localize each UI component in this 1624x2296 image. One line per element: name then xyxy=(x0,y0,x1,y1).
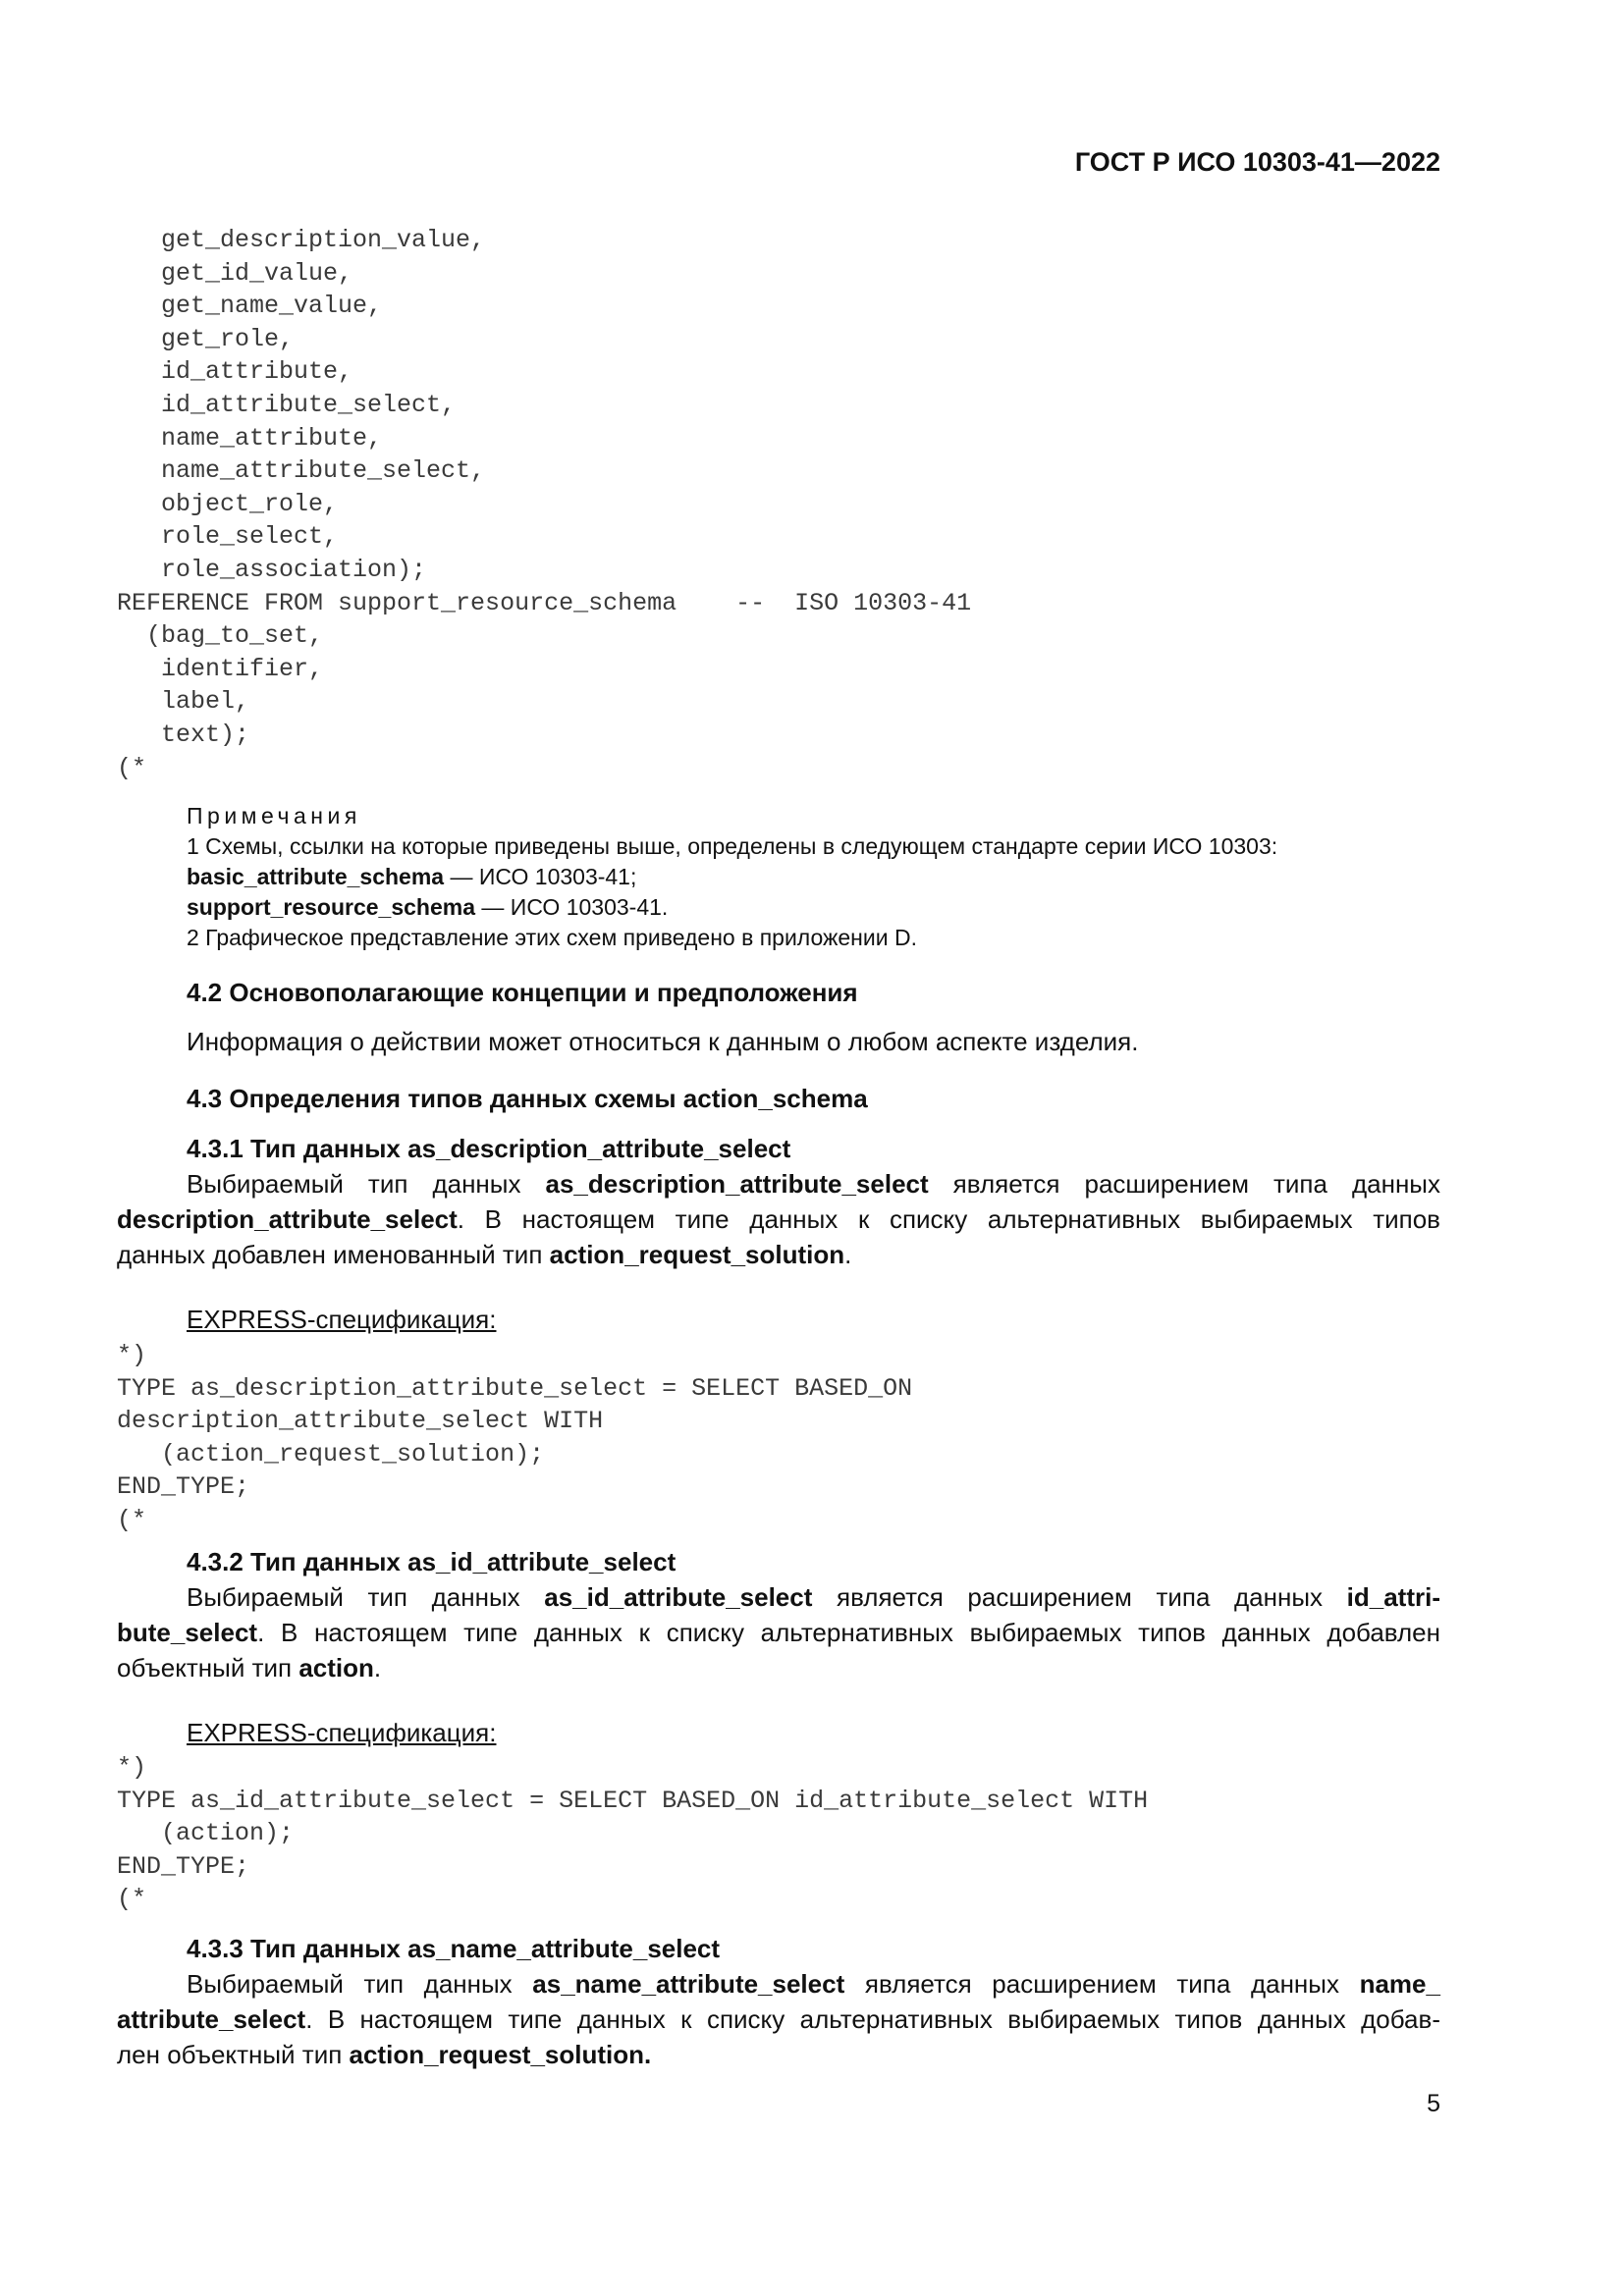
code-line: END_TYPE; xyxy=(117,1472,250,1502)
express-spec-label-1: EXPRESS-спецификация: xyxy=(187,1305,497,1334)
notes-block xyxy=(187,801,1443,953)
heading-4-3-2: 4.3.2 Тип данных as_id_attribute_select xyxy=(187,1547,677,1576)
code-line: label, xyxy=(117,687,250,717)
code-line: (action); xyxy=(117,1819,295,1848)
heading-4-3-1: 4.3.1 Тип данных as_description_attribute_select xyxy=(187,1134,791,1163)
code-line: TYPE as_id_attribute_select = SELECT BASED_ON id_attribute_select WITH xyxy=(117,1786,1149,1815)
code-line: object_role, xyxy=(117,489,339,518)
code-line: id_attribute_select, xyxy=(117,390,457,419)
code-line: get_description_value, xyxy=(117,226,486,254)
code-line: identifier, xyxy=(117,654,324,683)
code-line: description_attribute_select WITH xyxy=(117,1407,604,1436)
code-line: get_name_value, xyxy=(117,292,383,321)
code-line: get_role, xyxy=(117,324,295,353)
code-line: (* xyxy=(117,1885,147,1914)
notes-title: Примечания xyxy=(187,803,361,828)
note-2: 2 Графическое представление этих схем приведено в приложении D. xyxy=(187,925,917,950)
express-spec-label-2: EXPRESS-спецификация: xyxy=(187,1718,497,1747)
code-line: id_attribute, xyxy=(117,357,353,387)
note-1: 1 Схемы, ссылки на которые приведены выше, определены в следующем стандарте серии ИСО 10303: xyxy=(187,833,1278,859)
code-line: role_select, xyxy=(117,522,339,552)
code-line: name_attribute_select, xyxy=(117,456,486,486)
code-line: (action_request_solution); xyxy=(117,1439,545,1468)
standard-header: ГОСТ Р ИСО 10303-41—2022 xyxy=(1074,147,1440,177)
heading-4-3: 4.3 Определения типов данных схемы action_schema xyxy=(187,1084,868,1113)
code-line: (* xyxy=(117,753,147,782)
section-4-3-2-paragraph: Выбираемый тип данных as_id_attribute_select является расширением типа данных id_attri- bute_select. В настоящем типе данных к списку альтернативных выбираемых типов данных добавлен объектный тип action. xyxy=(117,1582,1440,1682)
code-line: (bag_to_set, xyxy=(117,621,324,651)
express-code-as-id xyxy=(117,1751,1148,1916)
code-line: (* xyxy=(117,1505,147,1534)
code-line: *) xyxy=(117,1753,147,1782)
section-4-3-1-paragraph: Выбираемый тип данных as_description_attribute_select является расширением типа данных description_attribute_select. В настоящем типе данных к списку альтернативных выбираемых типов данных добавлен именованный тип action_request_solution. xyxy=(117,1169,1440,1269)
express-code-as-description xyxy=(117,1339,912,1537)
code-line: get_id_value, xyxy=(117,258,353,288)
heading-4-3-3: 4.3.3 Тип данных as_name_attribute_select xyxy=(187,1934,721,1963)
page-number: 5 xyxy=(1427,2090,1440,2117)
heading-4-2: 4.2 Основополагающие концепции и предположения xyxy=(187,978,858,1007)
section-4-2-text: Информация о действии может относиться к данным о любом аспекте изделия. xyxy=(187,1027,1139,1056)
code-line: TYPE as_description_attribute_select = SELECT BASED_ON xyxy=(117,1373,913,1403)
express-code-block xyxy=(117,224,971,784)
code-line: name_attribute, xyxy=(117,423,383,453)
code-line: REFERENCE FROM support_resource_schema -- ISO 10303-41 xyxy=(117,588,972,617)
code-line: role_association); xyxy=(117,555,427,584)
code-line: text); xyxy=(117,720,250,749)
code-line: *) xyxy=(117,1341,147,1369)
section-4-3-3-paragraph: Выбираемый тип данных as_name_attribute_select является расширением типа данных name_ attribute_select. В настоящем типе данных к списку альтернативных выбираемых типов данных добав- лен объектный тип action_request_solution. xyxy=(117,1969,1440,2069)
code-line: END_TYPE; xyxy=(117,1851,250,1881)
note-1-schema-basic: basic_attribute_schema — ИСО 10303-41; xyxy=(187,864,637,889)
note-1-schema-support: support_resource_schema — ИСО 10303-41. xyxy=(187,894,669,920)
